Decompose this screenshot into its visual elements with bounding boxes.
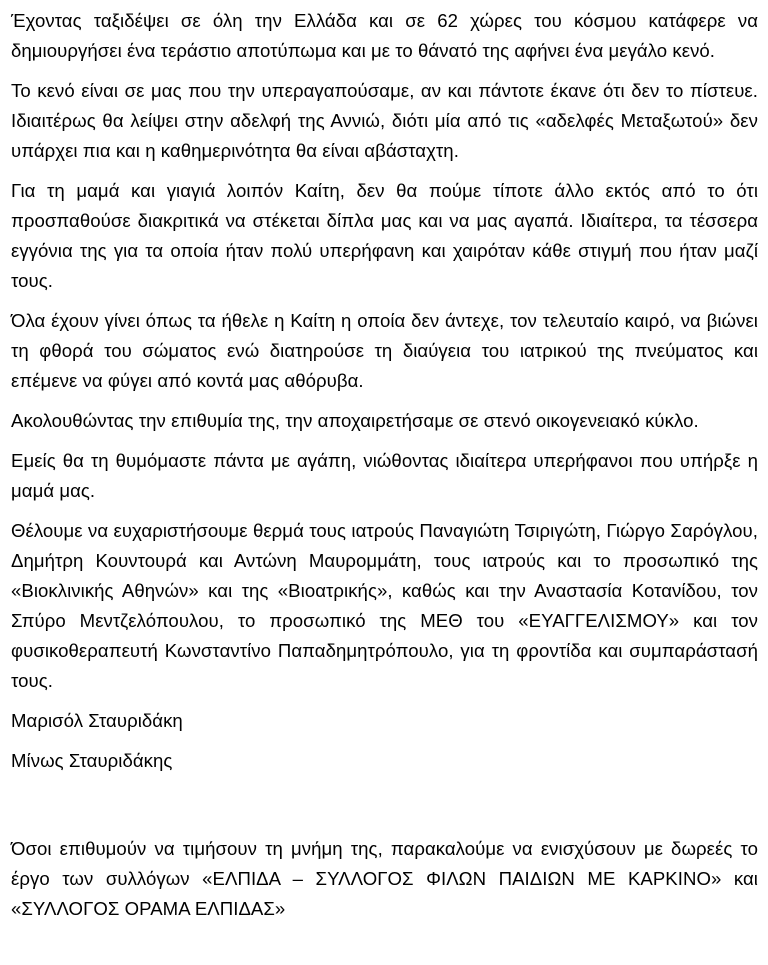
paragraph-mother-grandmother: Για τη μαμά και γιαγιά λοιπόν Καίτη, δεν θα πούμε τίποτε άλλο εκτός από το ότι προσπαθούσε διακριτικά να στέκεται δίπλα μας και να μας αγαπά. Ιδιαίτερα, τα τέσσερα εγγόνια της για τα οποία ήταν πολύ υπερήφανη και χαιρόταν κάθε στιγμή που ήταν μαζί τους. [11,180,758,291]
signature-marisol: Μαρισόλ Σταυριδάκη [11,710,183,731]
paragraph-donations: Όσοι επιθυμούν να τιμήσουν τη μνήμη της, παρακαλούμε να ενισχύσουν με δωρεές το έργο των συλλόγων «ΕΛΠΙΔΑ – ΣΥΛΛΟΓΟΣ ΦΙΛΩΝ ΠΑΙΔΙΩΝ ΜΕ ΚΑΡΚΙΝΟ» και «ΣΥΛΛΟΓΟΣ ΟΡΑΜΑ ΕΛΠΙΔΑΣ» [11,838,758,919]
paragraph-family-farewell: Ακολουθώντας την επιθυμία της, την αποχαιρετήσαμε σε στενό οικογενειακό κύκλο. [11,410,699,431]
section-divider-space [11,786,758,834]
paragraph-her-wishes: Όλα έχουν γίνει όπως τα ήθελε η Καίτη η οποία δεν άντεχε, τον τελευταίο καιρό, να βιώνει τη φθορά του σώματος ενώ διατηρούσε τη διαύγεια του ιατρικού της πνεύματος και επέμενε να φύγει από κοντά μας αθόρυβα. [11,310,758,391]
paragraph-the-void: Το κενό είναι σε μας που την υπεραγαπούσαμε, αν και πάντοτε έκανε ότι δεν το πίστευε. Ιδιαιτέρως θα λείψει στην αδελφή της Αννιώ, διότι μία από τις «αδελφές Μεταξωτού» δεν υπάρχει πια και η καθημερινότητα θα είναι αβάσταχτη. [11,80,758,161]
signature-minos: Μίνως Σταυριδάκης [11,750,173,771]
paragraph-thanks-doctors: Θέλουμε να ευχαριστήσουμε θερμά τους ιατρούς Παναγιώτη Τσιριγώτη, Γιώργο Σαρόγλου, Δημήτρη Κουντουρά και Αντώνη Μαυρομμάτη, τους ιατρούς και το προσωπικό της «Βιοκλινικής Αθηνών» και της «Βιοατρικής», καθώς και την Αναστασία Κοτανίδου, τον Σπύρο Μεντζελόπουλου, το προσωπικό της ΜΕΘ του «ΕΥΑΓΓΕΛΙΣΜΟΥ» και τον φυσικοθεραπευτή Κωνσταντίνο Παπαδημητρόπουλο, για τη φροντίδα και συμπαράστασή τους. [11,520,758,691]
paragraph-remembrance: Εμείς θα τη θυμόμαστε πάντα με αγάπη, νιώθοντας ιδιαίτερα υπερήφανοι που υπήρξε η μαμά μας. [11,450,758,501]
paragraph-travel-legacy: Έχοντας ταξιδέψει σε όλη την Ελλάδα και σε 62 χώρες του κόσμου κατάφερε να δημιουργήσει ένα τεράστιο αποτύπωμα και με το θάνατό της αφήνει ένα μεγάλο κενό. [11,10,758,61]
